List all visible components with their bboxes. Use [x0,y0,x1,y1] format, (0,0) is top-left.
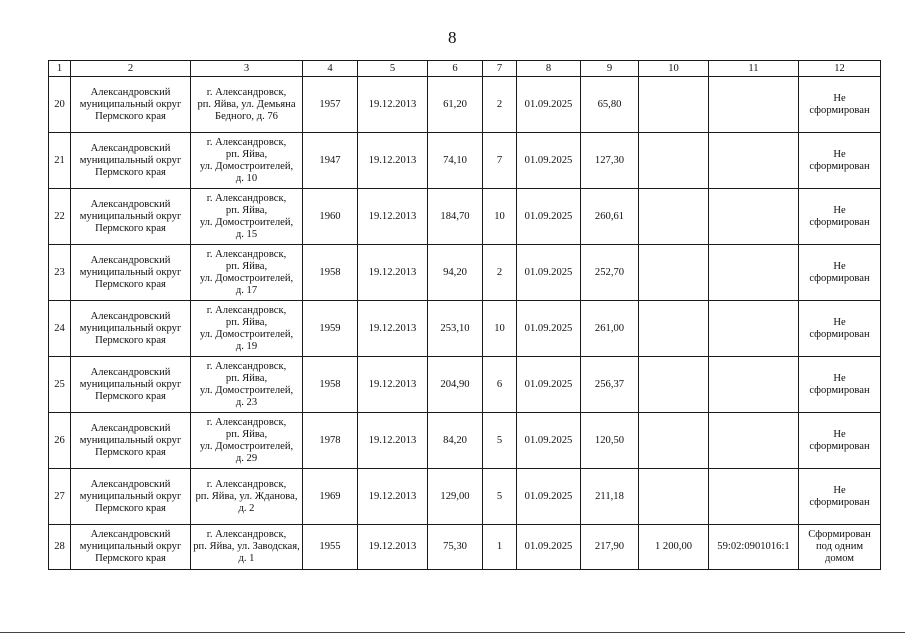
residents-cell: 2 [483,77,517,133]
page-number: 8 [448,28,457,47]
column-header: 6 [428,61,483,77]
area-cell: 61,20 [428,77,483,133]
table-row [49,77,881,133]
address-cell: г. Александровск, рп. Яйва, ул. Заводская, д. 1 [191,525,303,570]
recognition-date-cell: 19.12.2013 [358,357,428,413]
cadastral-number-cell [709,189,799,245]
column-header: 1 [49,61,71,77]
municipality-cell: Александровский муниципальный округ Пермского края [71,77,191,133]
municipality-cell: Александровский муниципальный округ Пермского края [71,245,191,301]
land-area-cell: 261,00 [581,301,639,357]
area-cell: 204,90 [428,357,483,413]
table-header [49,61,881,77]
land-area-cell: 252,70 [581,245,639,301]
plot-area-cell [639,133,709,189]
deadline-date-cell: 01.09.2025 [517,77,581,133]
deadline-date-cell: 01.09.2025 [517,525,581,570]
table-row [49,413,881,469]
residents-cell: 7 [483,133,517,189]
area-cell: 75,30 [428,525,483,570]
deadline-date-cell: 01.09.2025 [517,301,581,357]
column-header: 9 [581,61,639,77]
plot-status-cell: Не сформирован [799,189,881,245]
column-header: 10 [639,61,709,77]
address-cell: г. Александровск, рп. Яйва, ул. Домостроителей, д. 15 [191,189,303,245]
address-cell: г. Александровск, рп. Яйва, ул. Домостроителей, д. 23 [191,357,303,413]
land-area-cell: 260,61 [581,189,639,245]
land-area-cell: 127,30 [581,133,639,189]
land-area-cell: 211,18 [581,469,639,525]
address-cell: г. Александровск, рп. Яйва, ул. Домостроителей, д. 17 [191,245,303,301]
row-number-cell: 21 [49,133,71,189]
recognition-date-cell: 19.12.2013 [358,413,428,469]
table-row [49,469,881,525]
municipality-cell: Александровский муниципальный округ Пермского края [71,301,191,357]
recognition-date-cell: 19.12.2013 [358,133,428,189]
row-number-cell: 24 [49,301,71,357]
recognition-date-cell: 19.12.2013 [358,77,428,133]
column-header: 4 [303,61,358,77]
plot-area-cell [639,77,709,133]
plot-area-cell [639,189,709,245]
residents-cell: 2 [483,245,517,301]
address-cell: г. Александровск, рп. Яйва, ул. Демьяна Бедного, д. 76 [191,77,303,133]
table-body [49,77,881,570]
table-row [49,525,881,570]
area-cell: 94,20 [428,245,483,301]
deadline-date-cell: 01.09.2025 [517,413,581,469]
address-cell: г. Александровск, рп. Яйва, ул. Жданова, д. 2 [191,469,303,525]
cadastral-number-cell [709,133,799,189]
address-cell: г. Александровск, рп. Яйва, ул. Домостроителей, д. 10 [191,133,303,189]
row-number-cell: 28 [49,525,71,570]
table-row [49,357,881,413]
year-built-cell: 1978 [303,413,358,469]
row-number-cell: 22 [49,189,71,245]
plot-status-cell: Не сформирован [799,301,881,357]
municipality-cell: Александровский муниципальный округ Пермского края [71,133,191,189]
year-built-cell: 1959 [303,301,358,357]
plot-area-cell [639,413,709,469]
table-row [49,189,881,245]
recognition-date-cell: 19.12.2013 [358,189,428,245]
land-area-cell: 120,50 [581,413,639,469]
column-header: 12 [799,61,881,77]
land-area-cell: 256,37 [581,357,639,413]
plot-status-cell: Сформирован под одним домом [799,525,881,570]
table-row [49,245,881,301]
year-built-cell: 1947 [303,133,358,189]
plot-status-cell: Не сформирован [799,133,881,189]
area-cell: 184,70 [428,189,483,245]
cadastral-number-cell: 59:02:0901016:1 [709,525,799,570]
cadastral-number-cell [709,413,799,469]
row-number-cell: 23 [49,245,71,301]
residents-cell: 10 [483,189,517,245]
column-header: 8 [517,61,581,77]
residents-cell: 10 [483,301,517,357]
row-number-cell: 27 [49,469,71,525]
residents-cell: 6 [483,357,517,413]
recognition-date-cell: 19.12.2013 [358,301,428,357]
column-number-row [49,61,881,77]
year-built-cell: 1957 [303,77,358,133]
plot-area-cell [639,301,709,357]
recognition-date-cell: 19.12.2013 [358,525,428,570]
land-area-cell: 217,90 [581,525,639,570]
column-header: 2 [71,61,191,77]
area-cell: 129,00 [428,469,483,525]
plot-area-cell [639,357,709,413]
year-built-cell: 1958 [303,245,358,301]
plot-status-cell: Не сформирован [799,77,881,133]
deadline-date-cell: 01.09.2025 [517,133,581,189]
column-header: 7 [483,61,517,77]
area-cell: 84,20 [428,413,483,469]
cadastral-number-cell [709,301,799,357]
page-edge-line [0,632,905,633]
year-built-cell: 1969 [303,469,358,525]
cadastral-number-cell [709,245,799,301]
address-cell: г. Александровск, рп. Яйва, ул. Домостроителей, д. 19 [191,301,303,357]
row-number-cell: 20 [49,77,71,133]
table-row [49,301,881,357]
plot-status-cell: Не сформирован [799,357,881,413]
recognition-date-cell: 19.12.2013 [358,469,428,525]
address-cell: г. Александровск, рп. Яйва, ул. Домостроителей, д. 29 [191,413,303,469]
municipality-cell: Александровский муниципальный округ Пермского края [71,357,191,413]
land-area-cell: 65,80 [581,77,639,133]
row-number-cell: 26 [49,413,71,469]
recognition-date-cell: 19.12.2013 [358,245,428,301]
deadline-date-cell: 01.09.2025 [517,245,581,301]
row-number-cell: 25 [49,357,71,413]
cadastral-number-cell [709,77,799,133]
residents-cell: 1 [483,525,517,570]
year-built-cell: 1960 [303,189,358,245]
cadastral-number-cell [709,469,799,525]
table-row [49,133,881,189]
area-cell: 74,10 [428,133,483,189]
residents-cell: 5 [483,413,517,469]
residents-cell: 5 [483,469,517,525]
column-header: 11 [709,61,799,77]
column-header: 3 [191,61,303,77]
municipality-cell: Александровский муниципальный округ Пермского края [71,189,191,245]
plot-area-cell [639,245,709,301]
area-cell: 253,10 [428,301,483,357]
plot-area-cell [639,469,709,525]
plot-status-cell: Не сформирован [799,245,881,301]
deadline-date-cell: 01.09.2025 [517,189,581,245]
municipality-cell: Александровский муниципальный округ Пермского края [71,469,191,525]
housing-registry-table [48,60,881,570]
municipality-cell: Александровский муниципальный округ Пермского края [71,413,191,469]
deadline-date-cell: 01.09.2025 [517,469,581,525]
plot-status-cell: Не сформирован [799,413,881,469]
plot-area-cell: 1 200,00 [639,525,709,570]
year-built-cell: 1955 [303,525,358,570]
cadastral-number-cell [709,357,799,413]
column-header: 5 [358,61,428,77]
plot-status-cell: Не сформирован [799,469,881,525]
municipality-cell: Александровский муниципальный округ Пермского края [71,525,191,570]
year-built-cell: 1958 [303,357,358,413]
deadline-date-cell: 01.09.2025 [517,357,581,413]
